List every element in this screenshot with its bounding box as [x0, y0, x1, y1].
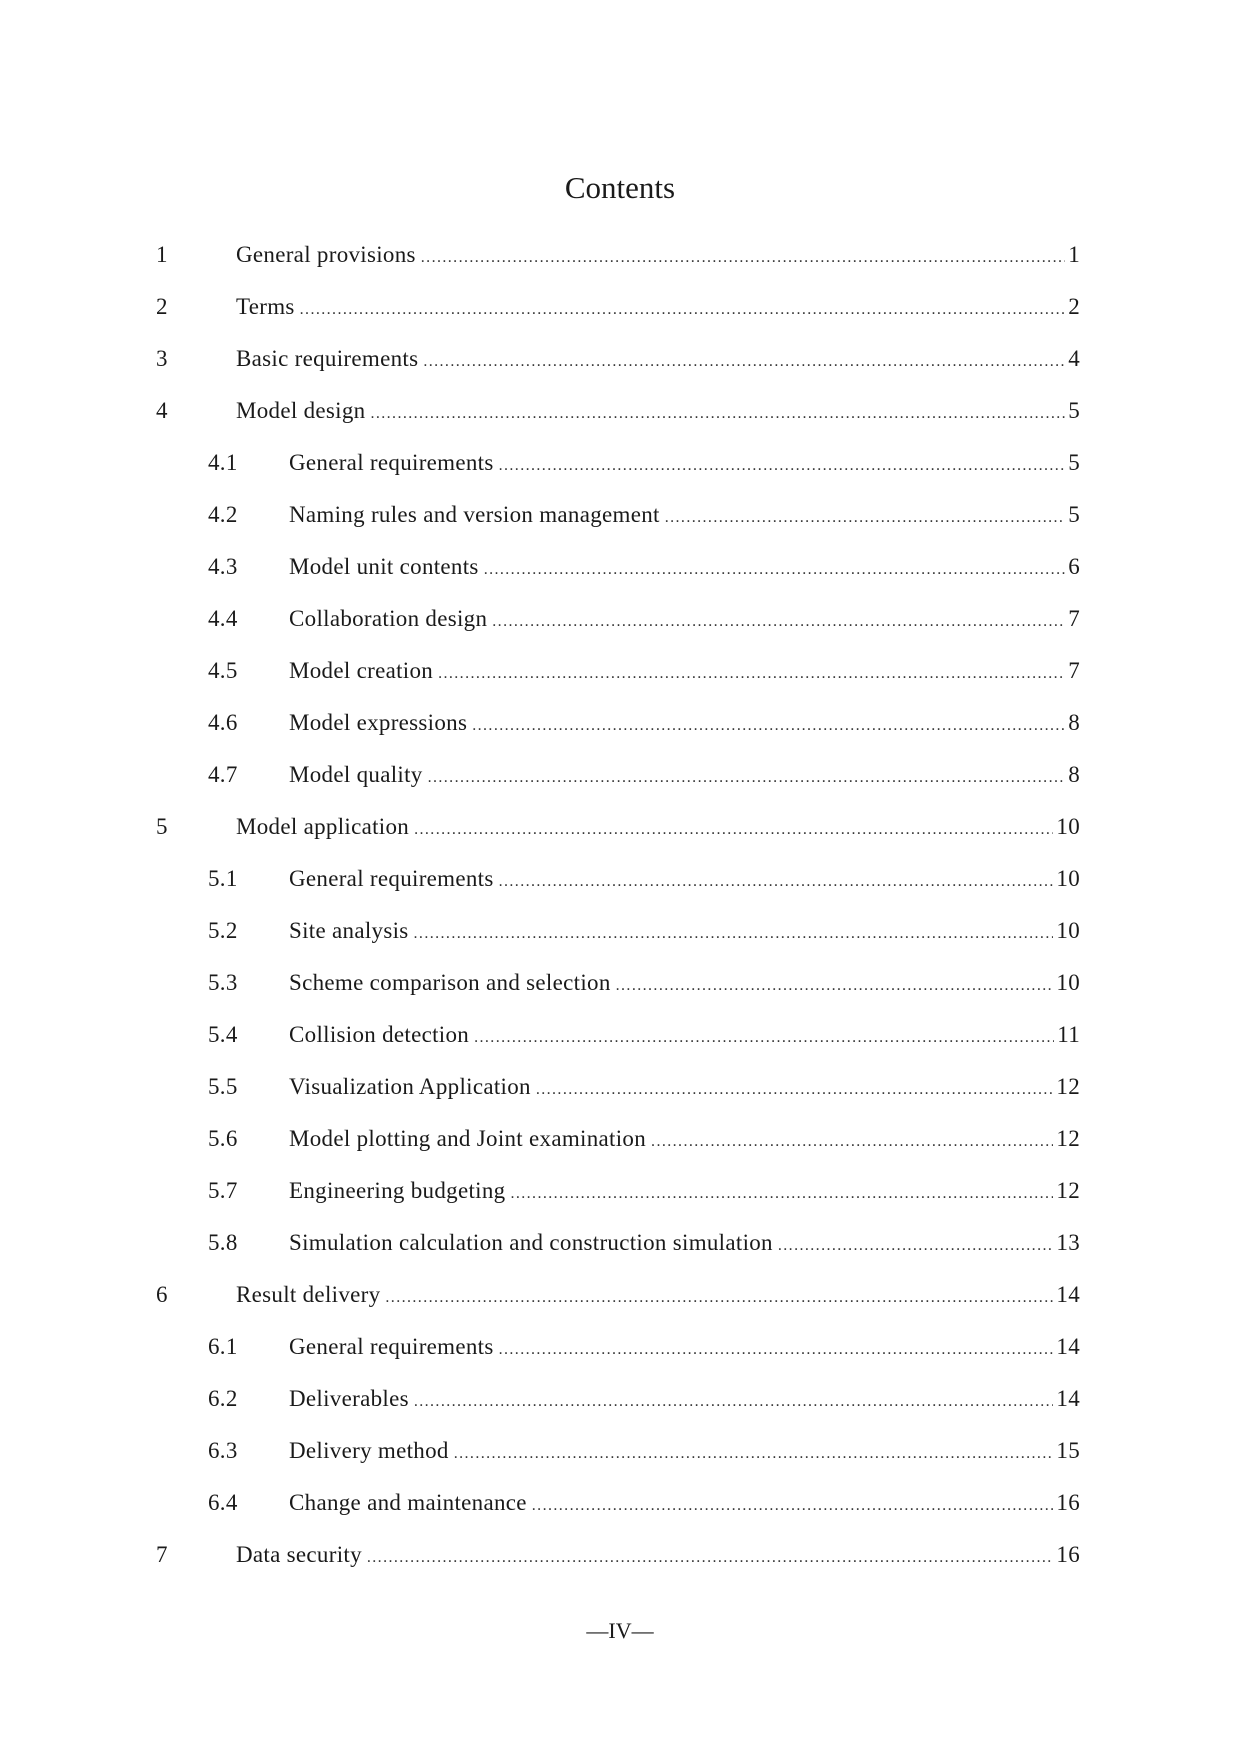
dot-leader	[367, 1535, 1054, 1581]
toc-entry-title: Basic requirements	[236, 346, 419, 371]
toc-entry-page: 14	[1056, 1386, 1080, 1411]
dot-leader	[472, 703, 1065, 749]
toc-entry-number: 6.4	[208, 1490, 238, 1515]
toc-entry-page: 16	[1056, 1490, 1080, 1515]
toc-entry-title: Collision detection	[289, 1022, 470, 1047]
toc-entry-title: Change and maintenance	[289, 1490, 527, 1515]
toc-entry-title: Delivery method	[289, 1438, 449, 1463]
toc-entry[interactable]	[156, 1064, 1080, 1116]
toc-entry-page: 13	[1056, 1230, 1080, 1255]
toc-entry[interactable]	[156, 1428, 1080, 1480]
toc-entry-title: Site analysis	[289, 918, 409, 943]
toc-entry-title: Deliverables	[289, 1386, 409, 1411]
dot-leader	[421, 235, 1065, 281]
toc-entry-number: 5.5	[208, 1074, 238, 1099]
toc-entry-title: Scheme comparison and selection	[289, 970, 611, 995]
toc-entry-title: Model plotting and Joint examination	[289, 1126, 647, 1151]
dot-leader	[532, 1483, 1054, 1529]
table-of-contents	[156, 232, 1080, 1584]
toc-entry-number: 5	[156, 814, 168, 839]
dot-leader	[616, 963, 1054, 1009]
toc-entry-number: 6.2	[208, 1386, 238, 1411]
dot-leader	[665, 495, 1065, 541]
toc-entry[interactable]	[156, 284, 1080, 336]
toc-entry[interactable]	[156, 388, 1080, 440]
toc-entry-title: Naming rules and version management	[289, 502, 660, 527]
dot-leader	[300, 287, 1066, 333]
dot-leader	[438, 651, 1065, 697]
toc-entry-page: 5	[1068, 398, 1080, 423]
toc-entry-page: 14	[1056, 1334, 1080, 1359]
toc-entry-title: Model design	[236, 398, 366, 423]
toc-entry[interactable]	[156, 1220, 1080, 1272]
toc-entry-page: 7	[1068, 606, 1080, 631]
toc-entry-page: 10	[1056, 866, 1080, 891]
toc-entry[interactable]	[156, 336, 1080, 388]
toc-entry[interactable]	[156, 440, 1080, 492]
toc-entry-number: 7	[156, 1542, 168, 1567]
toc-entry-title: Data security	[236, 1542, 362, 1567]
toc-entry-page: 10	[1056, 970, 1080, 995]
toc-entry-title: Model creation	[289, 658, 434, 683]
toc-entry-number: 5.6	[208, 1126, 238, 1151]
toc-entry[interactable]	[156, 1272, 1080, 1324]
page-title: Contents	[564, 170, 676, 205]
dot-leader	[499, 859, 1054, 905]
dot-leader	[385, 1275, 1053, 1321]
toc-entry[interactable]	[156, 1116, 1080, 1168]
toc-entry-title: Model unit contents	[289, 554, 479, 579]
dot-leader	[414, 1379, 1054, 1425]
toc-entry-page: 12	[1056, 1178, 1080, 1203]
toc-entry-page: 8	[1068, 710, 1080, 735]
toc-entry-title: Engineering budgeting	[289, 1178, 506, 1203]
toc-entry[interactable]	[156, 804, 1080, 856]
toc-entry[interactable]	[156, 856, 1080, 908]
toc-entry[interactable]	[156, 1324, 1080, 1376]
dot-leader	[651, 1119, 1053, 1165]
toc-entry-page: 5	[1068, 502, 1080, 527]
toc-entry-number: 4.6	[208, 710, 238, 735]
dot-leader	[499, 1327, 1054, 1373]
toc-entry[interactable]	[156, 1376, 1080, 1428]
toc-entry-number: 6.1	[208, 1334, 238, 1359]
dot-leader	[414, 911, 1054, 957]
dot-leader	[474, 1015, 1054, 1061]
toc-entry[interactable]	[156, 232, 1080, 284]
toc-entry-title: Model expressions	[289, 710, 468, 735]
toc-entry-title: Visualization Application	[289, 1074, 531, 1099]
toc-entry-number: 5.3	[208, 970, 238, 995]
toc-entry-page: 10	[1056, 814, 1080, 839]
toc-entry-title: General requirements	[289, 1334, 494, 1359]
toc-entry[interactable]	[156, 648, 1080, 700]
toc-entry[interactable]	[156, 908, 1080, 960]
toc-entry[interactable]	[156, 596, 1080, 648]
toc-entry-number: 4.5	[208, 658, 238, 683]
toc-entry-page: 12	[1056, 1074, 1080, 1099]
toc-entry-number: 6	[156, 1282, 168, 1307]
toc-entry-title: Model quality	[289, 762, 423, 787]
toc-entry-page: 5	[1068, 450, 1080, 475]
toc-entry-title: General requirements	[289, 450, 494, 475]
dot-leader	[484, 547, 1066, 593]
toc-entry-title: Collaboration design	[289, 606, 488, 631]
toc-entry-number: 2	[156, 294, 168, 319]
dot-leader	[492, 599, 1065, 645]
toc-entry-page: 15	[1056, 1438, 1080, 1463]
toc-entry-page: 14	[1056, 1282, 1080, 1307]
dot-leader	[510, 1171, 1053, 1217]
toc-entry-title: Simulation calculation and construction simulation	[289, 1230, 773, 1255]
dot-leader	[536, 1067, 1054, 1113]
dot-leader	[370, 391, 1065, 437]
dot-leader	[454, 1431, 1054, 1477]
toc-entry[interactable]	[156, 1532, 1080, 1584]
toc-entry-page: 7	[1068, 658, 1080, 683]
toc-entry-page: 11	[1057, 1022, 1080, 1047]
toc-entry-page: 1	[1068, 242, 1080, 267]
toc-entry-number: 3	[156, 346, 168, 371]
toc-entry-title: Terms	[236, 294, 295, 319]
dot-leader	[428, 755, 1066, 801]
toc-entry[interactable]	[156, 960, 1080, 1012]
toc-entry[interactable]	[156, 700, 1080, 752]
toc-entry-number: 5.4	[208, 1022, 238, 1047]
toc-entry-number: 4.7	[208, 762, 238, 787]
toc-entry[interactable]	[156, 752, 1080, 804]
toc-entry-page: 8	[1068, 762, 1080, 787]
toc-entry-number: 5.1	[208, 866, 238, 891]
toc-entry-title: General requirements	[289, 866, 494, 891]
toc-entry-number: 1	[156, 242, 168, 267]
toc-entry-page: 10	[1056, 918, 1080, 943]
dot-leader	[499, 443, 1066, 489]
toc-entry-number: 4.1	[208, 450, 238, 475]
toc-entry[interactable]	[156, 1480, 1080, 1532]
toc-entry-title: Model application	[236, 814, 410, 839]
toc-entry[interactable]	[156, 1168, 1080, 1220]
toc-entry-number: 4.2	[208, 502, 238, 527]
toc-entry-number: 5.7	[208, 1178, 238, 1203]
toc-entry-page: 16	[1056, 1542, 1080, 1567]
toc-entry-page: 12	[1056, 1126, 1080, 1151]
toc-entry[interactable]	[156, 544, 1080, 596]
toc-entry-title: Result delivery	[236, 1282, 381, 1307]
toc-entry-page: 4	[1068, 346, 1080, 371]
toc-entry-number: 4	[156, 398, 168, 423]
toc-entry-number: 4.3	[208, 554, 238, 579]
dot-leader	[423, 339, 1065, 385]
toc-entry-page: 2	[1068, 294, 1080, 319]
toc-entry-number: 5.2	[208, 918, 238, 943]
toc-entry[interactable]	[156, 1012, 1080, 1064]
toc-entry-number: 4.4	[208, 606, 238, 631]
toc-entry-page: 6	[1068, 554, 1080, 579]
dot-leader	[414, 807, 1053, 853]
dot-leader	[778, 1223, 1054, 1269]
toc-entry-number: 6.3	[208, 1438, 238, 1463]
toc-entry[interactable]	[156, 492, 1080, 544]
toc-entry-number: 5.8	[208, 1230, 238, 1255]
toc-entry-title: General provisions	[236, 242, 416, 267]
page-number: —IV—	[586, 1618, 654, 1643]
